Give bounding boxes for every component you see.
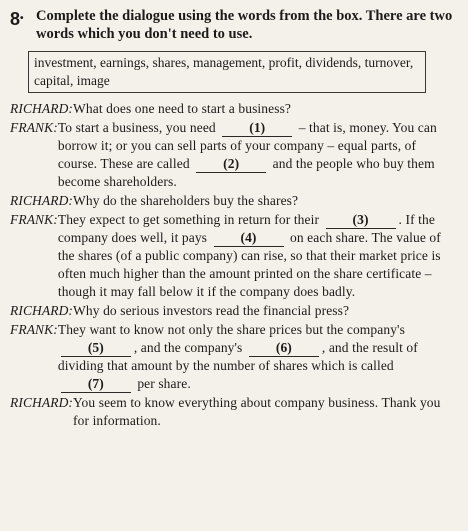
dialogue-text: per share. [133,376,191,391]
answer-blank[interactable] [222,120,292,137]
dialogue-text: What does one need to start a business? [73,101,292,116]
task-instruction: Complete the dialogue using the words from the box. There are two words which you don't need to use. [36,8,453,42]
turn-text [73,100,458,118]
turn-text [73,192,458,210]
turn-text [73,302,458,320]
word-box-text: investment, earnings, shares, management, profit, dividends, turnover, capital, image [34,55,414,88]
dialogue-text: Why do serious investors read the financial press? [73,303,350,318]
answer-blank[interactable] [196,156,266,173]
dialogue-turn [10,192,458,210]
task-header [10,7,458,43]
turn-text [58,211,458,301]
blank-number: (7) [87,376,104,391]
dialogue-text: , and the company's [133,340,246,355]
dialogue-text: They want to know not only the share prices but the company's [57,322,405,337]
blank-number: (2) [223,156,240,171]
dialogue-text: You seem to know everything about company business. Thank you for information. [73,395,441,428]
answer-blank[interactable] [326,212,396,229]
dialogue-text: on each share. The value of the shares (of a public company) can rise, so that their market price is often much higher than the amount printed on the share certificate – though it may fall below it if the company does badly. [57,230,441,299]
dialogue-text: . If the company does well, it pays [57,212,435,245]
dialogue-text: Why do the shareholders buy the shares? [73,193,299,208]
dialogue-text: – that is, money. You can borrow it; or you can sell parts of your company – equal parts, of course. These are called [57,120,437,171]
dialogue-text: , and the result of dividing that amount by the number of shares which is called [57,340,418,373]
turn-text [58,321,458,393]
task-number-text: 8 [10,9,21,29]
turn-text [73,394,458,430]
blank-number: (6) [275,340,292,355]
dialogue-turn [10,321,458,393]
blank-number: (1) [249,120,266,135]
task-number [10,10,32,28]
dialogue-turn [10,211,458,301]
dialogue [10,100,458,430]
answer-blank[interactable] [249,340,319,357]
word-box [28,51,426,93]
dialogue-text: To start a business, you need [57,120,220,135]
blank-number: (5) [87,340,104,355]
dialogue-text: and the people who buy them become shareholders. [57,156,435,189]
dialogue-turn [10,394,458,430]
dialogue-text: They expect to get something in return for their [57,212,323,227]
speaker-label: FRANK: [10,120,58,135]
speaker-label: FRANK: [10,212,58,227]
speaker-label: RICHARD: [10,395,74,410]
speaker-label: RICHARD: [10,303,74,318]
speaker-label: RICHARD: [10,101,74,116]
dialogue-turn [10,100,458,118]
blank-number: (3) [352,212,369,227]
blank-number: (4) [240,230,257,245]
answer-blank[interactable] [61,376,131,393]
answer-blank[interactable] [61,340,131,357]
dialogue-turn [10,302,458,320]
task-marker: • [20,13,24,24]
answer-blank[interactable] [214,230,284,247]
dialogue-turn [10,119,458,191]
turn-text [58,119,458,191]
speaker-label: RICHARD: [10,193,74,208]
speaker-label: FRANK: [10,322,58,337]
